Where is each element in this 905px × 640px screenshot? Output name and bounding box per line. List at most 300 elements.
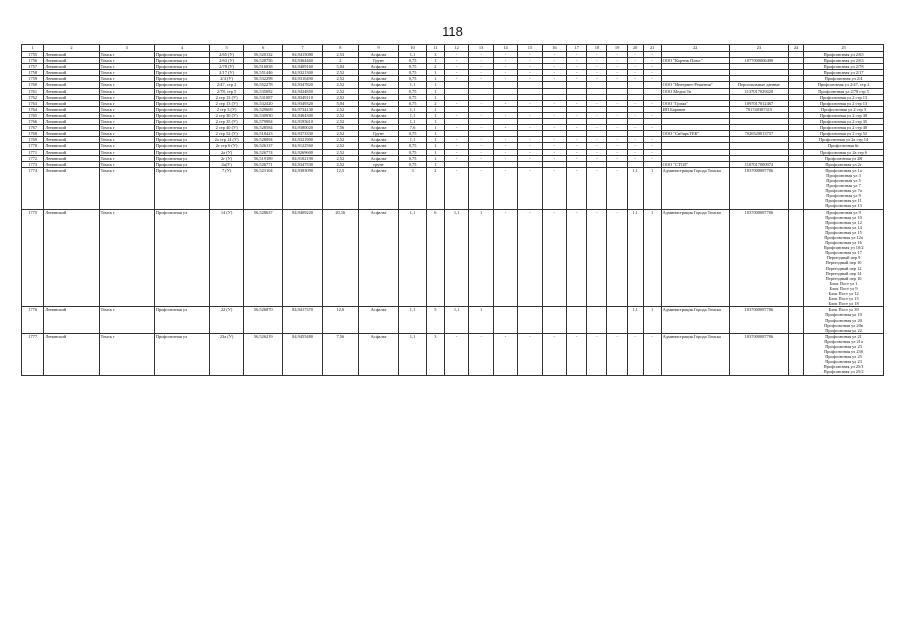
table-cell: 1 — [426, 155, 444, 161]
table-cell: Профсоюзная ул 2 стр 40 — [804, 125, 884, 131]
table-cell: Профсоюзная ул — [154, 88, 209, 94]
table-cell: Томск г — [99, 112, 154, 118]
table-cell: 56,532298 — [244, 76, 283, 82]
address-line: Профсоюзная ул 5 — [826, 177, 861, 183]
table-cell: Ленинский — [44, 155, 99, 161]
table-cell: 0,75 — [399, 76, 427, 82]
table-cell: - — [518, 125, 542, 131]
column-number-header: 22 — [661, 45, 729, 52]
table-cell: 56,531087 — [244, 94, 283, 100]
table-cell: - — [587, 333, 607, 375]
table-cell: - — [469, 167, 493, 209]
table-cell: Асфальт — [358, 76, 398, 82]
table-cell: 12,5 — [322, 167, 358, 209]
table-cell: 1037000087706 — [729, 209, 789, 307]
table-cell: 2,52 — [322, 88, 358, 94]
table-cell: - — [444, 76, 468, 82]
table-cell — [587, 307, 607, 333]
table-cell: 84,9102190 — [283, 155, 322, 161]
table-cell: Профсоюзная ул 2 стр 52 — [804, 131, 884, 137]
table-cell: Асфальт — [358, 333, 398, 375]
table-cell: 56,579984 — [244, 119, 283, 125]
table-cell: - — [643, 137, 661, 143]
table-cell: Ленинский — [44, 333, 99, 375]
table-cell — [789, 307, 804, 333]
table-cell: 84,9347820 — [283, 82, 322, 88]
table-cell: - — [627, 100, 643, 106]
address-line: Профсоюзная ул 10/2 — [823, 245, 864, 251]
table-cell: 0,75 — [399, 143, 427, 149]
table-cell: Ленинский — [44, 119, 99, 125]
table-cell: Томск г — [99, 94, 154, 100]
table-cell: 56,520132 — [244, 52, 283, 58]
table-cell: 0,75 — [399, 100, 427, 106]
table-cell: - — [627, 143, 643, 149]
table-cell: - — [587, 112, 607, 118]
table-cell — [789, 209, 804, 307]
table-cell: - — [469, 125, 493, 131]
table-cell: 84,9349320 — [283, 100, 322, 106]
table-cell: 1770 — [22, 143, 44, 149]
table-cell: Асфальт — [358, 149, 398, 155]
table-cell: 1137017029420 — [729, 88, 789, 94]
table-cell: - — [567, 76, 587, 82]
table-cell: - — [542, 100, 566, 106]
address-line: Профсоюзная ул 7 — [826, 183, 861, 189]
table-cell: Ленинский — [44, 149, 99, 155]
address-line: Профсоюзная ул 23б — [824, 349, 863, 355]
table-cell: Ленинский — [44, 125, 99, 131]
table-cell: 56,530930 — [244, 112, 283, 118]
table-cell: Ленинский — [44, 52, 99, 58]
table-cell: - — [607, 125, 627, 131]
table-cell: 1037000087706 — [729, 167, 789, 209]
table-cell: Ленинский — [44, 82, 99, 88]
table-cell: 2,53 — [322, 52, 358, 58]
address-line: Блок Пост ул 9 — [829, 285, 858, 291]
table-cell: 2 — [322, 58, 358, 64]
column-number-row — [22, 45, 884, 52]
table-cell: - — [518, 100, 542, 106]
address-line: Блок Пост ул 1 — [829, 280, 858, 286]
table-cell: 1,1 — [399, 307, 427, 333]
table-cell: Профсоюзная ул — [154, 137, 209, 143]
table-cell: - — [587, 58, 607, 64]
table-cell: 1 — [426, 137, 444, 143]
table-cell: - — [469, 100, 493, 106]
address-line: Профсоюзная ул 12а — [824, 235, 863, 240]
table-cell: - — [493, 64, 517, 70]
table-cell: 56,526774 — [244, 149, 283, 155]
table-cell: 56,526870 — [244, 307, 283, 333]
table-cell: 1 — [643, 209, 661, 307]
table-cell: Ленинский — [44, 76, 99, 82]
table-cell: 2/4 (У) — [210, 76, 244, 82]
table-cell: Профсоюзная ул — [154, 155, 209, 161]
table-cell: - — [643, 125, 661, 131]
table-cell: - — [444, 137, 468, 143]
column-number-header: 12 — [444, 45, 468, 52]
table-cell: - — [518, 58, 542, 64]
table-cell: Томск г — [99, 64, 154, 70]
table-row — [22, 209, 884, 307]
column-number-header: 25 — [804, 45, 884, 52]
table-cell: 2/17 (У) — [210, 70, 244, 76]
table-cell: Профсоюзная ул 2а стр 6 — [804, 149, 884, 155]
table-cell: - — [587, 52, 607, 58]
waste-site-registry-table — [21, 44, 884, 376]
address-line: Блок Пост ул 12 — [828, 291, 859, 297]
table-cell: 2 стр 30 (У) — [210, 112, 244, 118]
table-cell: 0,75 — [399, 155, 427, 161]
table-cell: 1774 — [22, 167, 44, 209]
table-cell: 2г (У) — [210, 155, 244, 161]
table-cell: - — [567, 52, 587, 58]
table-cell: 1037000087706 — [729, 333, 789, 375]
table-cell: 5,04 — [322, 64, 358, 70]
table-cell: 1759 — [22, 76, 44, 82]
table-cell: 2 — [426, 64, 444, 70]
table-cell: 22 (У) — [210, 307, 244, 333]
table-cell: - — [643, 112, 661, 118]
table-cell: - — [607, 58, 627, 64]
column-number-header: 16 — [542, 45, 566, 52]
table-cell: Профсоюзная ул — [154, 143, 209, 149]
table-cell: ООО "Кортеж Плюс" — [661, 58, 729, 64]
address-line: Профсоюзная ул 16 — [825, 240, 862, 246]
table-cell: 1766 — [22, 119, 44, 125]
table-cell — [804, 167, 884, 209]
table-cell: Томск г — [99, 58, 154, 64]
table-cell: - — [567, 64, 587, 70]
table-cell: 56,535082 — [244, 88, 283, 94]
table-cell: 84,9316490 — [283, 76, 322, 82]
table-cell: Асфальт — [358, 125, 398, 131]
table-cell: - — [607, 52, 627, 58]
table-cell: 1762 — [22, 94, 44, 100]
table-cell: 84,9434850 — [283, 88, 322, 94]
table-cell: Асфальт — [358, 155, 398, 161]
table-cell — [804, 307, 884, 333]
table-cell: Томск г — [99, 131, 154, 137]
table-cell: Томск г — [99, 149, 154, 155]
table-cell: 1769 — [22, 137, 44, 143]
table-cell: - — [493, 143, 517, 149]
column-number-header: 10 — [399, 45, 427, 52]
table-cell: - — [542, 209, 566, 307]
table-cell: 1 — [426, 149, 444, 155]
table-cell: 2/47, стр 2 — [210, 82, 244, 88]
table-cell: Профсоюзная ул 2а стр 14 — [804, 137, 884, 143]
column-number-header: 18 — [587, 45, 607, 52]
table-cell: 2,52 — [322, 106, 358, 112]
table-cell: 1 — [426, 76, 444, 82]
table-cell: 2а (У) — [210, 149, 244, 155]
table-cell: - — [469, 155, 493, 161]
address-line: Профсоюзная ул 9 — [826, 209, 861, 215]
table-cell: 2 — [426, 100, 444, 106]
table-cell: Асфальт — [358, 112, 398, 118]
table-cell: 1 — [426, 161, 444, 167]
table-cell: 1,1 — [627, 209, 643, 307]
table-cell: 2,52 — [322, 70, 358, 76]
column-number-header: 4 — [154, 45, 209, 52]
table-cell: 20,16 — [322, 209, 358, 307]
table-cell: - — [493, 137, 517, 143]
address-line: Переездный пер 10 — [825, 260, 862, 266]
table-cell: - — [469, 333, 493, 375]
table-cell: - — [542, 64, 566, 70]
table-cell: - — [444, 52, 468, 58]
table-cell: 1 — [426, 131, 444, 137]
page-number: 118 — [442, 24, 463, 39]
table-cell: Профсоюзная ул 2г — [804, 161, 884, 167]
address-line: Переездный пер 9 — [826, 255, 861, 261]
table-cell: Асфальт — [358, 167, 398, 209]
table-cell: 56,528094 — [244, 137, 283, 143]
table-cell: - — [542, 70, 566, 76]
table-cell: 2,52 — [322, 82, 358, 88]
address-line: Блок Пост ул 18 — [828, 301, 859, 307]
table-cell: Профсоюзная ул 2 стр 13 — [804, 100, 884, 106]
table-cell: 1777 — [22, 333, 44, 375]
address-line: Профсоюзная ул 7а — [825, 188, 862, 194]
table-cell: - — [469, 64, 493, 70]
table-cell: 56,552278 — [244, 82, 283, 88]
address-line: Профсоюзная ул 20 — [825, 317, 862, 323]
table-cell: Профсоюзная ул — [154, 64, 209, 70]
table-cell: 84,9417370 — [283, 307, 322, 333]
table-cell: 2,52 — [322, 143, 358, 149]
table-cell: Грунт — [358, 131, 398, 137]
table-cell: Ленинский — [44, 112, 99, 118]
address-line: Профсоюзная ул 22 — [825, 327, 862, 333]
column-number-header: 13 — [469, 45, 493, 52]
table-cell: - — [469, 58, 493, 64]
table-cell: 1 — [426, 58, 444, 64]
table-cell: 7,56 — [322, 333, 358, 375]
table-cell: - — [542, 143, 566, 149]
table-cell: 1775 — [22, 209, 44, 307]
table-cell: Профсоюзная ул — [154, 167, 209, 209]
table-cell: Ленинский — [44, 94, 99, 100]
table-cell: 84,9195610 — [283, 119, 322, 125]
table-cell: - — [567, 209, 587, 307]
table-cell — [789, 333, 804, 375]
table-cell: ИП Баранов — [661, 106, 729, 112]
table-cell: 1 — [469, 209, 493, 307]
column-number-header: 6 — [244, 45, 283, 52]
table-cell: Профсоюзная ул — [154, 76, 209, 82]
address-line: Профсоюзная ул 1а — [825, 167, 862, 173]
table-cell: 3 — [426, 333, 444, 375]
table-cell: 0,75 — [399, 161, 427, 167]
table-cell: - — [567, 143, 587, 149]
table-cell: Асфальт — [358, 100, 398, 106]
table-cell: - — [643, 155, 661, 161]
address-line: Профсоюзная ул 25/2 — [823, 369, 864, 375]
table-cell: - — [627, 70, 643, 76]
table-cell: 7026520013757 — [729, 131, 789, 137]
table-cell: - — [444, 155, 468, 161]
table-cell — [518, 307, 542, 333]
table-cell: 1765 — [22, 112, 44, 118]
column-number-header: 19 — [607, 45, 627, 52]
address-line: Профсоюзная ул 23 — [825, 343, 862, 349]
table-cell: 14 (У) — [210, 209, 244, 307]
table-cell: - — [469, 137, 493, 143]
table-cell: Ленинский — [44, 70, 99, 76]
table-cell: грунт — [358, 161, 398, 167]
table-cell: Асфальт — [358, 64, 398, 70]
table-cell: - — [518, 137, 542, 143]
table-cell: ООО "СТОЛ" — [661, 161, 729, 167]
table-cell: 84,9415080 — [283, 52, 322, 58]
table-cell: ООО "СибирьТЕК" — [661, 131, 729, 137]
table-cell: 1,1 — [399, 82, 427, 88]
table-cell: - — [567, 149, 587, 155]
table-cell: 3 — [399, 167, 427, 209]
address-line: Переездный пер 14 — [825, 270, 862, 276]
address-line: Профсоюзная ул 25 — [825, 354, 862, 360]
table-cell: 1 — [643, 307, 661, 333]
table-cell: 2/63 (У) — [210, 58, 244, 64]
table-cell: - — [587, 167, 607, 209]
table-cell: - — [493, 167, 517, 209]
table-cell — [567, 307, 587, 333]
table-cell: Профсоюзная ул 2 стр 3 — [804, 106, 884, 112]
table-cell: - — [493, 52, 517, 58]
table-cell: - — [567, 112, 587, 118]
table-cell: ООО "Интернет-Решения" — [661, 82, 729, 88]
table-cell: - — [542, 167, 566, 209]
table-cell: - — [643, 333, 661, 375]
table-cell: Профсоюзная ул 2В — [804, 155, 884, 161]
table-cell: 56,551446 — [244, 70, 283, 76]
table-cell: 56,529609 — [244, 106, 283, 112]
table-cell: - — [643, 64, 661, 70]
table-cell: - — [444, 143, 468, 149]
table-cell: 2г стр 6 (У) — [210, 143, 244, 149]
table-cell: 2 стр 52 (У) — [210, 131, 244, 137]
address-line: Профсоюзная ул 10 — [825, 214, 862, 220]
address-line: Профсоюзная ул 21 — [825, 333, 862, 339]
table-cell: - — [518, 143, 542, 149]
table-cell: 84,9464300 — [283, 112, 322, 118]
table-cell: Асфальт — [358, 82, 398, 88]
table-cell: 0,75 — [399, 70, 427, 76]
table-cell: 56,526771 — [244, 161, 283, 167]
table-cell: - — [518, 209, 542, 307]
table-row — [22, 307, 884, 333]
table-cell: 2 стр 40 (У) — [210, 125, 244, 131]
table-cell: - — [444, 112, 468, 118]
table-cell: - — [587, 64, 607, 70]
table-cell: 4а(У) — [210, 161, 244, 167]
address-line: Профсоюзная ул 23 — [825, 359, 862, 365]
table-cell: - — [542, 52, 566, 58]
table-cell: Асфальт — [358, 52, 398, 58]
table-cell: Томск г — [99, 155, 154, 161]
table-cell: - — [542, 137, 566, 143]
table-cell: Томск г — [99, 70, 154, 76]
table-cell: - — [587, 70, 607, 76]
table-cell: 2а стр 14 (У) — [210, 137, 244, 143]
table-cell: Профсоюзная ул — [154, 100, 209, 106]
table-cell: 56,519189 — [244, 155, 283, 161]
table-cell: - — [469, 149, 493, 155]
table-cell: 1764 — [22, 106, 44, 112]
table-cell: 1,1 — [627, 167, 643, 209]
table-cell: Ленинский — [44, 64, 99, 70]
table-cell: 2,52 — [322, 137, 358, 143]
table-cell: 3 — [426, 52, 444, 58]
table-cell: - — [493, 76, 517, 82]
table-cell: 5,04 — [322, 100, 358, 106]
table-cell: Асфальт — [358, 88, 398, 94]
table-cell: 0,75 — [399, 131, 427, 137]
table-cell: - — [493, 100, 517, 106]
table-cell: - — [518, 64, 542, 70]
table-cell: 1,1 — [399, 106, 427, 112]
column-number-header: 2 — [44, 45, 99, 52]
table-cell: 84,9364460 — [283, 58, 322, 64]
table-cell: 1,1 — [399, 52, 427, 58]
table-cell: 84,9321900 — [283, 137, 322, 143]
table-cell: Асфальт — [358, 307, 398, 333]
column-number-header: 8 — [322, 45, 358, 52]
column-number-header: 15 — [518, 45, 542, 52]
table-cell: Профсоюзная ул — [154, 82, 209, 88]
table-cell: Томск г — [99, 100, 154, 106]
table-cell: Профсоюзная ул — [154, 125, 209, 131]
table-cell: 1 — [426, 125, 444, 131]
table-cell: - — [493, 70, 517, 76]
table-cell: 56,523104 — [244, 167, 283, 209]
table-cell: Профсоюзная ул 2/17 — [804, 70, 884, 76]
table-cell: - — [627, 76, 643, 82]
table-cell: - — [493, 333, 517, 375]
table-cell: 1 — [426, 94, 444, 100]
column-number-header: 20 — [627, 45, 643, 52]
address-line: Профсоюзная ул 20в — [824, 322, 863, 328]
table-cell: 1,1 — [399, 137, 427, 143]
table-cell: - — [607, 100, 627, 106]
table-cell: 2 стр 3 (У) — [210, 106, 244, 112]
table-cell: 84,9409220 — [283, 209, 322, 307]
address-line: Профсоюзная ул 25/1 — [823, 364, 864, 370]
table-cell: - — [444, 333, 468, 375]
table-cell: 84,9349110 — [283, 94, 322, 100]
table-cell: 1,1 — [399, 112, 427, 118]
table-cell: 1776 — [22, 307, 44, 333]
column-number-header: 21 — [643, 45, 661, 52]
table-cell: - — [542, 333, 566, 375]
address-line: Профсоюзная ул 17 — [825, 250, 862, 256]
table-cell: Томск г — [99, 167, 154, 209]
table-row — [22, 333, 884, 375]
table-cell: - — [542, 58, 566, 64]
table-cell: Ленинский — [44, 143, 99, 149]
table-cell: ООО "Грэма" — [661, 100, 729, 106]
table-cell: Профсоюзная ул — [154, 209, 209, 307]
table-cell: Томск г — [99, 106, 154, 112]
table-cell: Профсоюзная ул — [154, 119, 209, 125]
table-cell: Томск г — [99, 209, 154, 307]
table-cell: - — [469, 112, 493, 118]
table-cell: 1 — [426, 82, 444, 88]
table-cell: - — [469, 52, 493, 58]
